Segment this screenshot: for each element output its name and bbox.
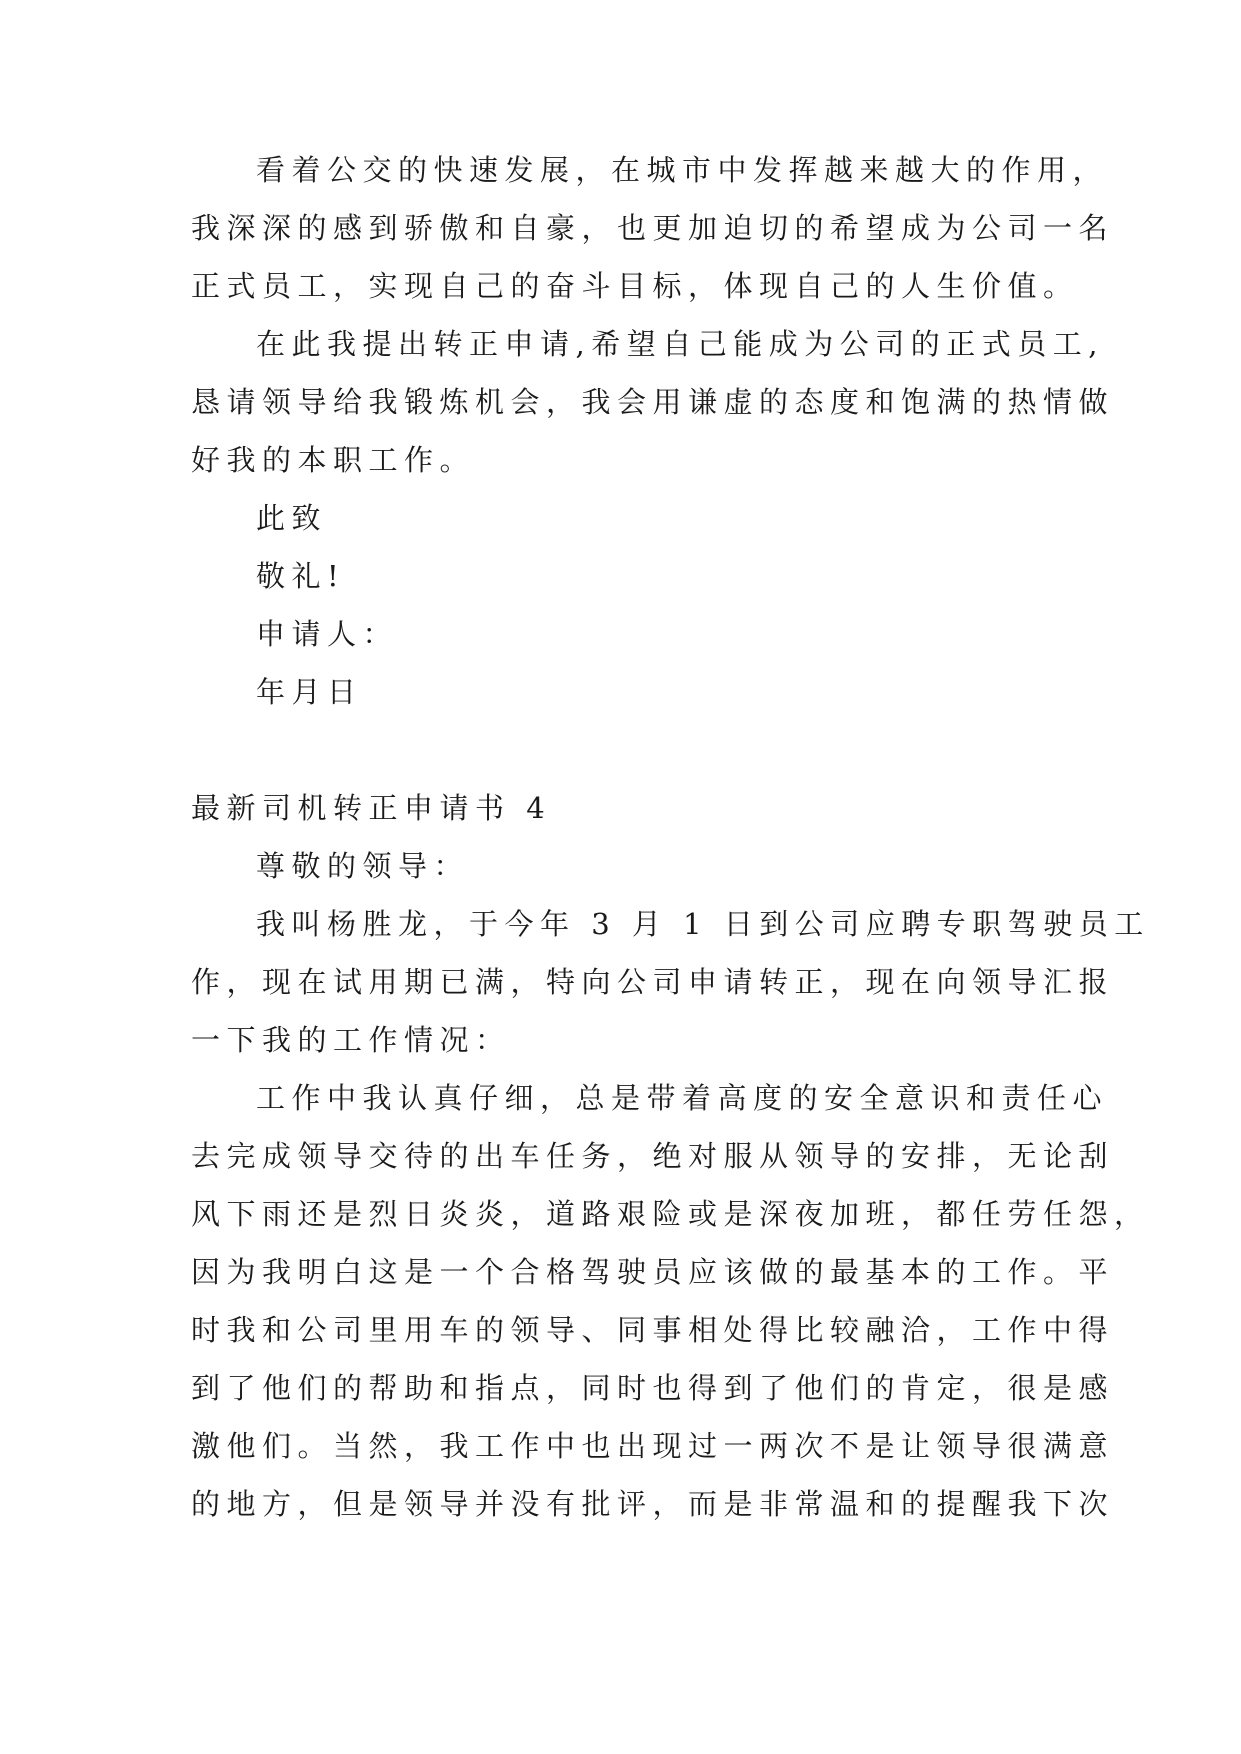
text-line: 到了他们的帮助和指点，同时也得到了他们的肯定，很是感 (191, 1371, 1115, 1405)
section-title: 最新司机转正申请书 4 (191, 791, 552, 825)
text-line: 风下雨还是烈日炎炎，道路艰险或是深夜加班，都任劳任怨， (191, 1197, 1150, 1231)
text-line: 在此我提出转正申请,希望自己能成为公司的正式员工, (256, 327, 1104, 361)
text-line: 恳请领导给我锻炼机会，我会用谦虚的态度和饱满的热情做 (191, 385, 1115, 419)
text-line: 看着公交的快速发展，在城市中发挥越来越大的作用， (256, 153, 1109, 187)
text-line: 我深深的感到骄傲和自豪，也更加迫切的希望成为公司一名 (191, 211, 1115, 245)
text-line: 激他们。当然，我工作中也出现过一两次不是让领导很满意 (191, 1429, 1115, 1463)
greeting: 尊敬的领导： (256, 849, 470, 883)
text-line: 一下我的工作情况： (191, 1023, 511, 1057)
closing-salutation: 此致 (256, 501, 328, 535)
text-line: 工作中我认真仔细，总是带着高度的安全意识和责任心 (256, 1081, 1109, 1115)
text-line: 我叫杨胜龙，于今年 3 月 1 日到公司应聘专职驾驶员工 (256, 907, 1150, 941)
closing-regards: 敬礼! (256, 559, 346, 593)
text-line: 好我的本职工作。 (191, 443, 476, 477)
text-line: 的地方，但是领导并没有批评，而是非常温和的提醒我下次 (191, 1487, 1115, 1521)
applicant-label: 申请人： (256, 617, 399, 651)
date-label: 年月日 (256, 675, 363, 709)
text-line: 去完成领导交待的出车任务，绝对服从领导的安排，无论刮 (191, 1139, 1115, 1173)
text-line: 因为我明白这是一个合格驾驶员应该做的最基本的工作。平 (191, 1255, 1115, 1289)
text-line: 作，现在试用期已满，特向公司申请转正，现在向领导汇报 (191, 965, 1115, 999)
text-line: 时我和公司里用车的领导、同事相处得比较融洽，工作中得 (191, 1313, 1115, 1347)
text-line: 正式员工，实现自己的奋斗目标，体现自己的人生价值。 (191, 269, 1079, 303)
